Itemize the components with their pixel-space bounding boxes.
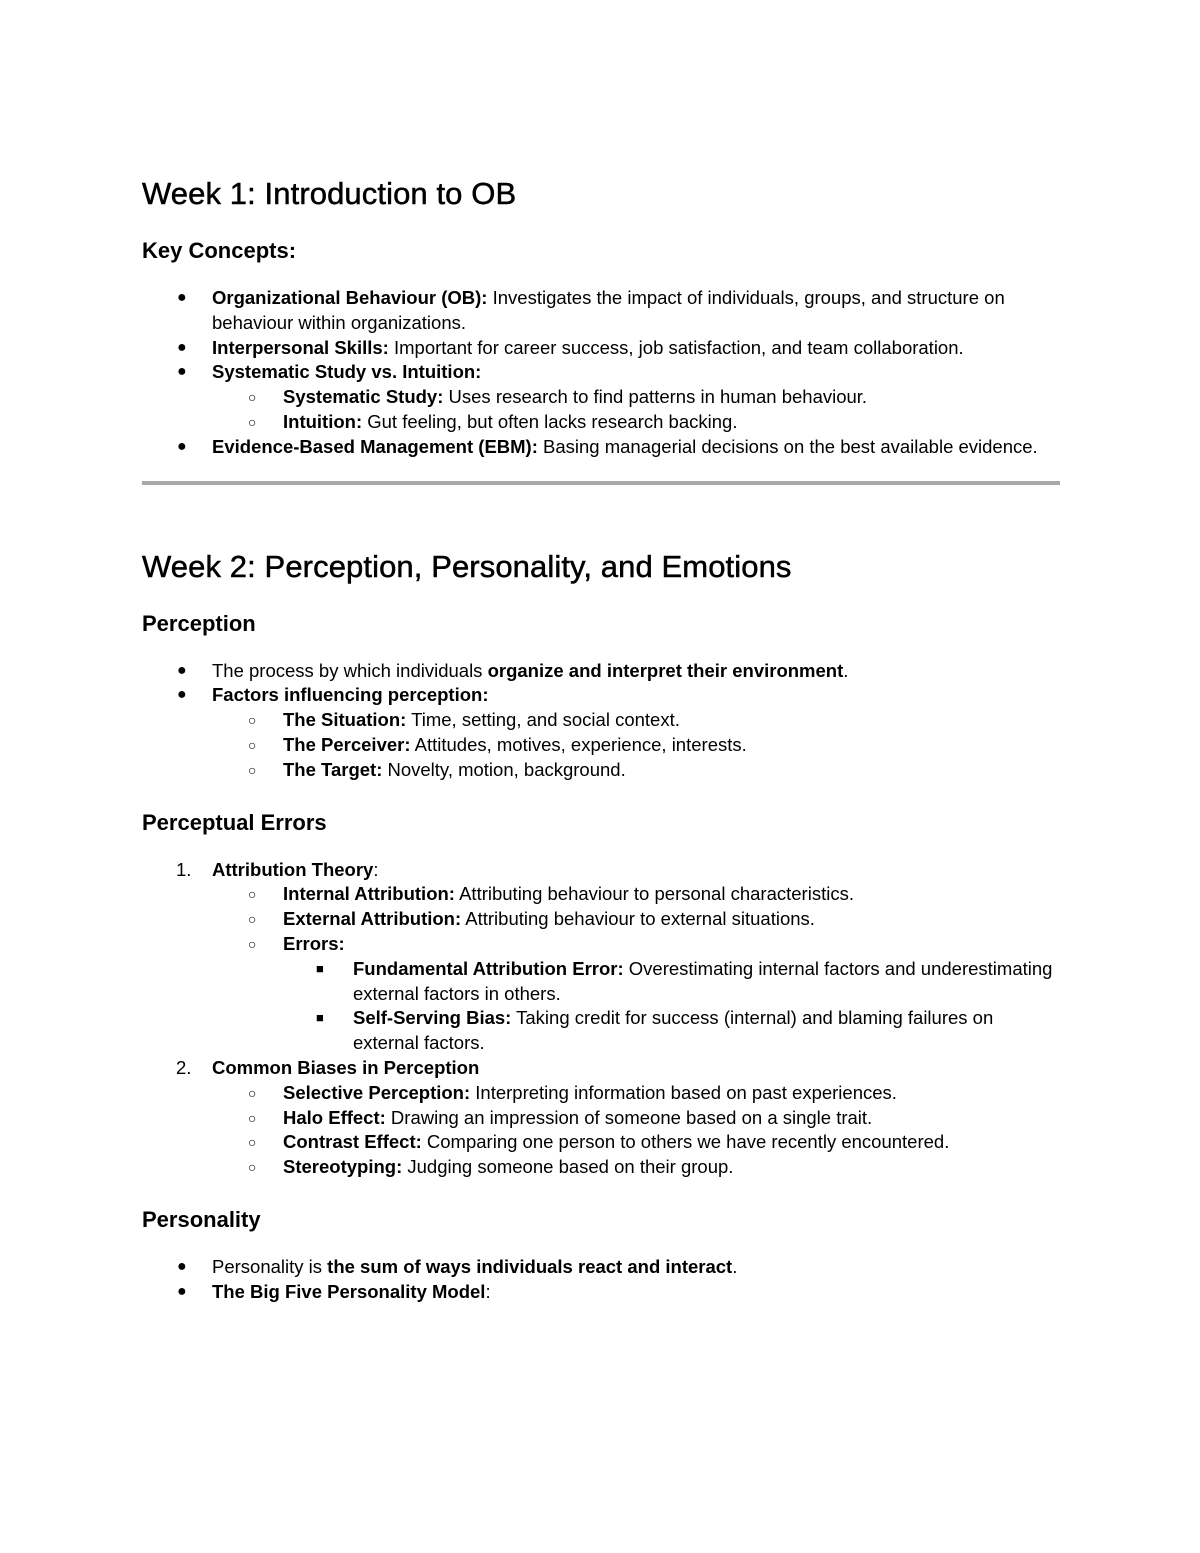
- list-item: [142, 360, 1060, 385]
- sub-list-item: [142, 1155, 1060, 1180]
- definition: Comparing one person to others we have recently encountered.: [421, 1131, 950, 1153]
- bullet-circle-icon: ○: [248, 1084, 257, 1101]
- bullet-circle-icon: ○: [248, 1159, 257, 1176]
- term: Errors:: [283, 932, 345, 954]
- emphasis: the sum of ways individuals react and interact: [327, 1255, 733, 1277]
- definition: Attributing behaviour to external situations.: [461, 908, 815, 930]
- numbered-item: [142, 1056, 1060, 1081]
- term: The Target:: [283, 758, 383, 780]
- term: Attribution Theory: [212, 858, 374, 880]
- definition: Drawing an impression of someone based on a single trait.: [385, 1106, 873, 1128]
- sub-list-item: [142, 1130, 1060, 1155]
- term: Contrast Effect:: [283, 1131, 422, 1153]
- list-number: 2.: [176, 1056, 192, 1078]
- list-number: 1.: [176, 858, 192, 880]
- sub-list-item: [142, 932, 1060, 957]
- definition: Judging someone based on their group.: [402, 1156, 734, 1178]
- bullet-circle-icon: ○: [248, 1134, 257, 1151]
- bullet-circle-icon: ○: [248, 1109, 257, 1126]
- sub-list-item: [142, 907, 1060, 932]
- sub-list-item: [142, 1106, 1060, 1131]
- perceptual-errors-heading: Perceptual Errors: [142, 809, 327, 835]
- term: Factors influencing perception:: [212, 684, 489, 706]
- key-concepts-heading: Key Concepts:: [142, 238, 297, 263]
- sub-sub-list-item: [142, 957, 1060, 1007]
- bullet-disc-icon: ●: [177, 1257, 187, 1275]
- definition: Time, setting, and social context.: [406, 709, 680, 731]
- bullet-circle-icon: ○: [248, 712, 257, 729]
- definition: Novelty, motion, background.: [382, 758, 626, 780]
- term: The Situation:: [283, 709, 407, 731]
- term: Intuition:: [283, 410, 363, 432]
- term: Systematic Study:: [283, 386, 444, 408]
- list-item: [142, 683, 1060, 708]
- bullet-circle-icon: ○: [248, 911, 257, 928]
- personality-heading: Personality: [142, 1206, 261, 1232]
- emphasis: organize and interpret their environment: [487, 659, 844, 681]
- bullet-circle-icon: ○: [248, 413, 257, 430]
- definition: Attributing behaviour to personal characteristics.: [454, 883, 854, 905]
- term: Stereotyping:: [283, 1156, 403, 1178]
- term: External Attribution:: [283, 908, 462, 930]
- list-item: [142, 1255, 1060, 1280]
- definition: Gut feeling, but often lacks research backing.: [362, 410, 738, 432]
- sub-list-item: [142, 882, 1060, 907]
- personality-list: [142, 1255, 1060, 1305]
- text: :: [373, 858, 379, 880]
- term: The Perceiver:: [283, 733, 411, 755]
- sub-list-item: [142, 733, 1060, 758]
- numbered-item: [142, 858, 1060, 883]
- term: Internal Attribution:: [283, 883, 455, 905]
- sub-list-item: [142, 758, 1060, 783]
- list-item: [142, 435, 1060, 460]
- bullet-circle-icon: ○: [248, 935, 257, 952]
- bullet-disc-icon: ●: [177, 289, 187, 306]
- bullet-disc-icon: ●: [177, 661, 187, 679]
- term: Systematic Study vs. Intuition:: [212, 361, 482, 383]
- term: Common Biases in Perception: [212, 1056, 480, 1078]
- term: Evidence-Based Management (EBM):: [212, 435, 538, 457]
- bullet-square-icon: ■: [316, 960, 324, 976]
- bullet-circle-icon: ○: [248, 761, 257, 778]
- bullet-square-icon: ■: [316, 1010, 324, 1026]
- term: The Big Five Personality Model: [212, 1280, 486, 1302]
- key-concepts-list: [142, 286, 1060, 460]
- perceptual-errors-list: [142, 858, 1060, 1180]
- term: Halo Effect:: [283, 1106, 386, 1128]
- list-item: [142, 659, 1060, 684]
- text: .: [732, 1255, 738, 1277]
- definition: Important for career success, job satisfaction, and team collaboration.: [388, 336, 964, 358]
- bullet-disc-icon: ●: [177, 363, 187, 381]
- sub-list-item: [142, 1081, 1060, 1106]
- bullet-disc-icon: ●: [177, 338, 187, 356]
- definition: Taking credit for success (internal) and blaming failures on external factors.: [353, 1007, 994, 1054]
- term: Fundamental Attribution Error:: [353, 957, 624, 979]
- definition: Attitudes, motives, experience, interests.: [410, 733, 747, 755]
- term: Organizational Behaviour (OB):: [212, 287, 488, 308]
- bullet-disc-icon: ●: [177, 437, 187, 455]
- definition: Basing managerial decisions on the best available evidence.: [537, 435, 1038, 457]
- list-item: [142, 336, 1060, 361]
- text: The process by which individuals: [212, 659, 488, 681]
- week2-title: Week 2: Perception, Personality, and Emotions: [142, 548, 792, 584]
- definition: Uses research to find patterns in human behaviour.: [443, 386, 868, 408]
- term: Selective Perception:: [283, 1081, 471, 1103]
- bullet-circle-icon: ○: [248, 389, 257, 406]
- bullet-disc-icon: ●: [177, 686, 187, 704]
- definition: Interpreting information based on past experiences.: [470, 1081, 897, 1103]
- sub-sub-list-item: [142, 1006, 1060, 1056]
- bullet-circle-icon: ○: [248, 736, 257, 753]
- term: Interpersonal Skills:: [212, 336, 389, 358]
- bullet-circle-icon: ○: [248, 886, 257, 903]
- week1-title: Week 1: Introduction to OB: [142, 176, 517, 211]
- horizontal-divider: [142, 481, 1060, 485]
- sub-list-item: [142, 385, 1060, 410]
- text: .: [843, 659, 849, 681]
- bullet-disc-icon: ●: [177, 1282, 187, 1300]
- term: Self-Serving Bias:: [353, 1007, 512, 1029]
- sub-list-item: [142, 410, 1060, 435]
- list-item: [142, 286, 1060, 336]
- document-page: [142, 176, 1060, 1305]
- sub-list-item: [142, 708, 1060, 733]
- text: :: [485, 1280, 491, 1302]
- perception-list: [142, 659, 1060, 783]
- list-item: [142, 1280, 1060, 1305]
- text: Personality is: [212, 1255, 328, 1277]
- definition: Overestimating internal factors and underestimating external factors in others.: [353, 957, 1053, 1004]
- definition: Investigates the impact of individuals, groups, and structure on behaviour within organizations.: [212, 287, 1005, 333]
- perception-heading: Perception: [142, 610, 256, 636]
